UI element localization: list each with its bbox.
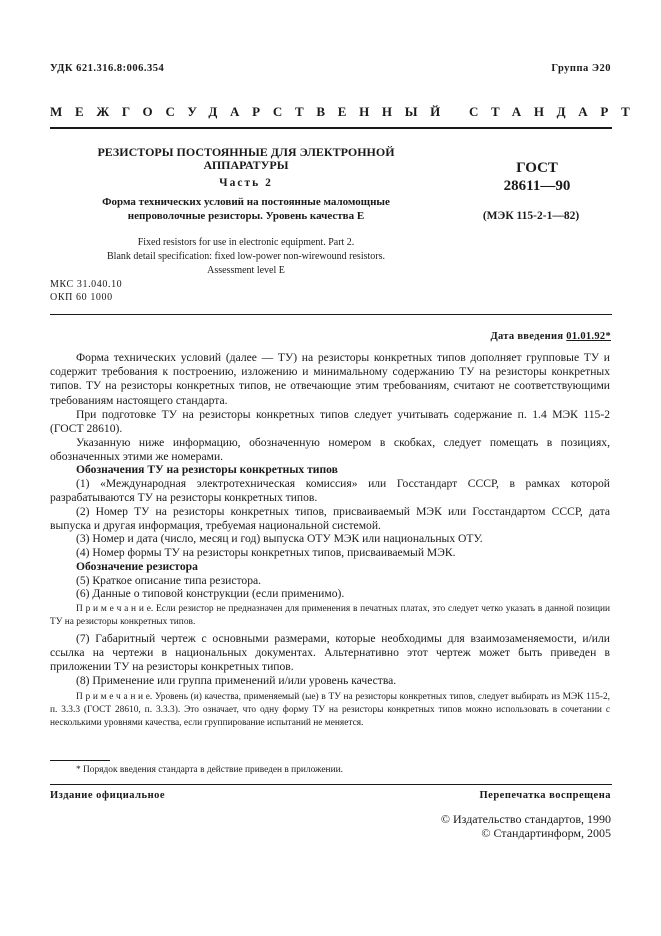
gost-number: 28611—90 [503, 178, 571, 194]
footer-rule [50, 784, 612, 785]
item-1: (1) «Международная электротехническая комиссия» или Госстандарт СССР, в рамках которой разрабатываются ТУ на резисторы конкретных типов. [50, 477, 610, 505]
intro-date-value: 01.01.92* [566, 331, 611, 342]
subtitle-line-2: непроволочные резисторы. Уровень качества E [127, 210, 365, 222]
intro-date-label: Дата введения [490, 331, 564, 342]
english-title-3: Assessment level E [207, 265, 285, 276]
title-line-1: РЕЗИСТОРЫ ПОСТОЯННЫЕ ДЛЯ ЭЛЕКТРОННОЙ [97, 145, 395, 159]
group-code: Группа Э20 [551, 63, 611, 74]
copyright-2: © Стандартинформ, 2005 [481, 826, 611, 840]
title-line-2: АППАРАТУРЫ [203, 158, 289, 172]
reprint-prohibited: Перепечатка воспрещена [479, 790, 611, 801]
heading-resistor: Обозначение резистора [76, 560, 198, 573]
paragraph-2: При подготовке ТУ на резисторы конкретных типов следует учитывать содержание п. 1.4 МЭК 115-2 (ГОСТ 28610). [50, 408, 610, 436]
mks-code: МКС 31.040.10 [50, 279, 123, 290]
english-title-1: Fixed resistors for use in electronic equipment. Part 2. [137, 237, 355, 248]
english-title-2: Blank detail specification: fixed low-power non-wirewound resistors. [107, 251, 385, 262]
paragraph-3: Указанную ниже информацию, обозначенную номером в скобках, следует помещать в позициях, обозначенных этими же номерами. [50, 436, 610, 464]
footnote-rule [50, 760, 110, 761]
note-2: П р и м е ч а н и е. Уровень (и) качества, применяемый (ые) в ТУ на резисторы конкретных типов, следует выбирать из МЭК 115-2, п. 3.3.3 (ГОСТ 28610, п. 3.3.3). Это означает, что одну форму ТУ на резисторы конкретных типов можно использовать в сочетании с несколькими уровнями качества, если группирование испытаний не меняется. [50, 692, 610, 728]
copyright-1: © Издательство стандартов, 1990 [440, 812, 611, 826]
item-7: (7) Габаритный чертеж с основными размерами, которые необходимы для взаимозаменяемости, и/или ссылка на чертежи в национальных документах. Альтернативно этот чертеж может быть приведен в приложении ТУ на резисторы конкретных типов. [50, 632, 610, 674]
item-3: (3) Номер и дата (число, месяц и год) выпуска ОТУ МЭК или национальных ОТУ. [76, 532, 483, 545]
okp-code: ОКП 60 1000 [50, 292, 113, 303]
note-1: П р и м е ч а н и е. Если резистор не предназначен для применения в печатных платах, это следует четко указать в данной позиции ТУ на резисторы конкретных типов. [50, 604, 610, 627]
heading-designation: Обозначения ТУ на резисторы конкретных типов [76, 463, 338, 476]
item-6: (6) Данные о типовой конструкции (если применимо). [76, 587, 345, 600]
iec-number: (МЭК 115-2-1—82) [482, 210, 580, 222]
intro-date [490, 331, 611, 342]
item-5: (5) Краткое описание типа резистора. [76, 574, 262, 587]
item-8: (8) Применение или группа применений и/или уровень качества. [76, 674, 397, 687]
title-rule [50, 314, 612, 315]
subtitle-line-1: Форма технических условий на постоянные маломощные [102, 196, 390, 208]
part-label: Часть 2 [219, 177, 273, 189]
footnote: * Порядок введения стандарта в действие приведен в приложении. [76, 765, 343, 775]
banner-rule-thick [50, 127, 612, 129]
item-4: (4) Номер формы ТУ на резисторы конкретных типов, присваиваемый МЭК. [76, 546, 456, 559]
paragraph-1: Форма технических условий (далее — ТУ) на резисторы конкретных типов дополняет групповые ТУ и содержит требования к построению, изложению и минимальному содержанию ТУ на резисторы конкретных типов. ТУ на резисторы конкретных типов, не отвечающие этим требованиям, считают не соответствующими требованиям настоящего стандарта. [50, 351, 610, 407]
standard-banner: МЕЖГОСУДАРСТВЕННЫЙ СТАНДАРТ [50, 104, 643, 119]
gost-label: ГОСТ [516, 160, 558, 176]
edition-official: Издание официальное [50, 790, 166, 801]
item-2: (2) Номер ТУ на резисторы конкретных типов, присваиваемый МЭК или Госстандартом СССР, дата выпуска и другая информация, требуемая национальной системой. [50, 505, 610, 533]
udk-code: УДК 621.316.8:006.354 [50, 63, 165, 74]
